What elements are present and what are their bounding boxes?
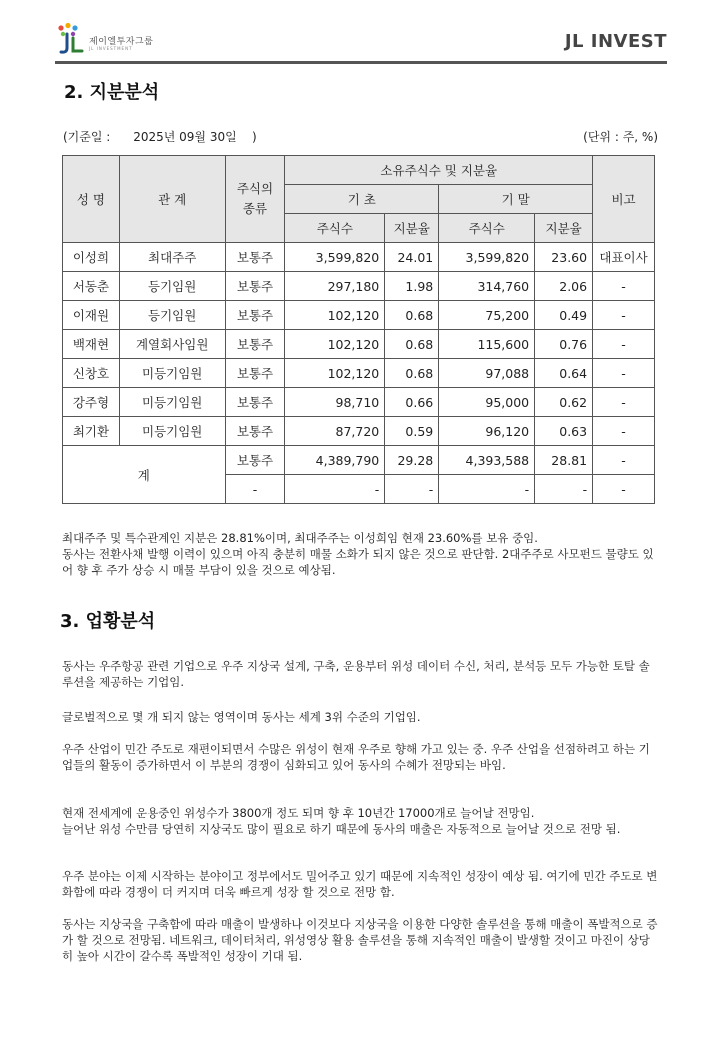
shareholding-table: [62, 155, 655, 504]
cell-shares-end: 97,088: [439, 359, 535, 388]
cell-ratio-begin: 0.68: [385, 301, 439, 330]
cell-shares-end: 96,120: [439, 417, 535, 446]
table-row: [63, 388, 655, 417]
header-note: 비고: [593, 156, 655, 243]
header-shareholding-group: 소유주식수 및 지분율: [285, 156, 593, 185]
cell-shares-begin: 297,180: [285, 272, 385, 301]
table-row: [63, 272, 655, 301]
industry-paragraph-6: 동사는 지상국을 구축함에 따라 매출이 발생하나 이것보다 지상국을 이용한 다양한 솔루션을 통해 매출이 폭발적으로 증가 할 것으로 전망됨. 네트워크, 데이터처리, 위성영상 활용 솔루션을 통해 지속적인 매출이 발생할 것이고 마진이 상당히 높아 시간이 갈수록 폭발적인 성장이 기대 됨.: [62, 917, 658, 963]
cell-relation: 미등기임원: [119, 388, 225, 417]
industry-paragraph-2: 글로벌적으로 몇 개 되지 않는 영역이며 동사는 세계 3위 수준의 기업임.: [62, 710, 421, 724]
header-relation: 관 계: [119, 156, 225, 243]
cell-name: 서동춘: [63, 272, 120, 301]
cell-type: 보통주: [225, 388, 285, 417]
cell-note: -: [593, 446, 655, 475]
cell-shares-begin: 98,710: [285, 388, 385, 417]
industry-paragraph-5: 우주 분야는 이제 시작하는 분야이고 정부에서도 밀어주고 있기 때문에 지속적인 성장이 예상 됨. 여기에 민간 주도로 변화함에 따라 경쟁이 더 커지며 더욱 빠르게 성장 할 것으로 전망 함.: [62, 869, 658, 899]
basis-date: (기준일 : 2025년 09월 30일 ): [63, 130, 257, 144]
cell-name: 최기환: [63, 417, 120, 446]
cell-ratio-begin: 0.68: [385, 359, 439, 388]
cell-relation: 등기임원: [119, 272, 225, 301]
header-stock-type: 주식의 종류: [225, 156, 285, 243]
cell-shares-end: 75,200: [439, 301, 535, 330]
cell-note: -: [593, 330, 655, 359]
table-row: [63, 330, 655, 359]
header-shares-end: 주식수: [439, 214, 535, 243]
table-row: [63, 359, 655, 388]
cell-name: 이재원: [63, 301, 120, 330]
page-header: [55, 22, 667, 66]
cell-shares-begin: 102,120: [285, 359, 385, 388]
cell-shares-begin: 102,120: [285, 301, 385, 330]
cell-ratio-end: 2.06: [535, 272, 593, 301]
table-row: [63, 417, 655, 446]
logo-subtext: JL INVESTMENT: [89, 46, 133, 51]
cell-note: -: [593, 417, 655, 446]
cell-ratio-begin: 0.68: [385, 330, 439, 359]
cell-type: 보통주: [225, 301, 285, 330]
cell-shares-begin: -: [285, 475, 385, 504]
cell-shares-begin: 4,389,790: [285, 446, 385, 475]
cell-note: -: [593, 388, 655, 417]
cell-name: 신창호: [63, 359, 120, 388]
section-title-industry-analysis: 3. 업황분석: [60, 611, 156, 632]
header-rule: [55, 61, 667, 64]
brand-title: JL INVEST: [564, 31, 667, 52]
cell-note: 대표이사: [593, 243, 655, 272]
cell-ratio-end: 0.76: [535, 330, 593, 359]
header-ratio-end: 지분율: [535, 214, 593, 243]
cell-ratio-begin: 0.59: [385, 417, 439, 446]
cell-note: -: [593, 475, 655, 504]
cell-ratio-begin: 29.28: [385, 446, 439, 475]
shareholding-summary: 최대주주 및 특수관계인 지분은 28.81%이며, 최대주주는 이성희임 현재 23.60%를 보유 중임. 동사는 전환사채 발행 이력이 있으며 아직 충분히 매물 소화가 되지 않은 것으로 판단함. 2대주주로 사모펀드 물량도 있어 향 후 주가 상승 시 매물 부담이 있을 것으로 예상됨.: [62, 531, 654, 577]
cell-name: 백재현: [63, 330, 120, 359]
header-shares-begin: 주식수: [285, 214, 385, 243]
cell-ratio-end: 0.63: [535, 417, 593, 446]
cell-name: 이성희: [63, 243, 120, 272]
cell-shares-end: 4,393,588: [439, 446, 535, 475]
cell-ratio-end: 28.81: [535, 446, 593, 475]
cell-name: 강주형: [63, 388, 120, 417]
cell-shares-end: 95,000: [439, 388, 535, 417]
cell-ratio-begin: 1.98: [385, 272, 439, 301]
header-end: 기 말: [439, 185, 593, 214]
table-row: [63, 243, 655, 272]
cell-ratio-end: 0.64: [535, 359, 593, 388]
cell-relation: 등기임원: [119, 301, 225, 330]
industry-paragraph-1: 동사는 우주항공 관련 기업으로 우주 지상국 설계, 구축, 운용부터 위성 데이터 수신, 처리, 분석등 모두 가능한 토탈 솔루션을 제공하는 기업임.: [62, 659, 650, 689]
cell-shares-begin: 87,720: [285, 417, 385, 446]
cell-shares-begin: 102,120: [285, 330, 385, 359]
total-row: [63, 446, 655, 475]
table-row: [63, 301, 655, 330]
cell-ratio-end: 23.60: [535, 243, 593, 272]
header-name: 성 명: [63, 156, 120, 243]
header-ratio-begin: 지분율: [385, 214, 439, 243]
industry-paragraph-3: 우주 산업이 민간 주도로 재편이되면서 수많은 위성이 현재 우주로 향해 가고 있는 중. 우주 산업을 선점하려고 하는 기업들의 활동이 증가하면서 이 부분의 경쟁이 심화되고 있어 동사의 수혜가 전망되는 바임.: [62, 742, 650, 772]
cell-ratio-end: -: [535, 475, 593, 504]
cell-type: 보통주: [225, 417, 285, 446]
logo-text: 제이엘투자그룹: [89, 37, 154, 47]
cell-relation: 최대주주: [119, 243, 225, 272]
cell-shares-end: 314,760: [439, 272, 535, 301]
unit-label: (단위 : 주, %): [583, 130, 658, 144]
cell-type: 보통주: [225, 330, 285, 359]
cell-note: -: [593, 359, 655, 388]
cell-type: 보통주: [225, 359, 285, 388]
cell-shares-begin: 3,599,820: [285, 243, 385, 272]
cell-relation: 계열회사임원: [119, 330, 225, 359]
cell-ratio-end: 0.62: [535, 388, 593, 417]
cell-ratio-end: 0.49: [535, 301, 593, 330]
cell-note: -: [593, 301, 655, 330]
industry-paragraph-4: 현재 전세계에 운용중인 위성수가 3800개 정도 되며 향 후 10년간 17000개로 늘어날 전망임. 늘어난 위성 수만큼 당연히 지상국도 많이 필요로 하기 때문에 동사의 매출은 자동적으로 늘어날 것으로 전망 됨.: [62, 806, 621, 836]
cell-relation: 미등기임원: [119, 359, 225, 388]
total-label: 계: [63, 446, 226, 504]
cell-shares-end: 115,600: [439, 330, 535, 359]
cell-shares-end: -: [439, 475, 535, 504]
cell-type: -: [225, 475, 285, 504]
header-begin: 기 초: [285, 185, 439, 214]
cell-shares-end: 3,599,820: [439, 243, 535, 272]
cell-type: 보통주: [225, 272, 285, 301]
cell-type: 보통주: [225, 446, 285, 475]
cell-ratio-begin: 24.01: [385, 243, 439, 272]
cell-ratio-begin: 0.66: [385, 388, 439, 417]
cell-ratio-begin: -: [385, 475, 439, 504]
cell-relation: 미등기임원: [119, 417, 225, 446]
cell-type: 보통주: [225, 243, 285, 272]
section-title-share-analysis: 2. 지분분석: [64, 82, 160, 103]
cell-note: -: [593, 272, 655, 301]
